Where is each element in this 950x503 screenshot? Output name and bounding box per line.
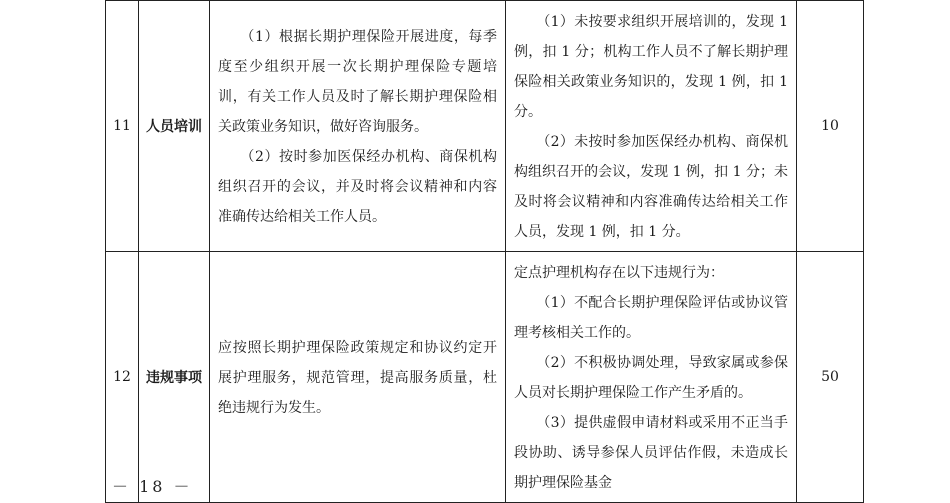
requirements-cell — [210, 1, 506, 252]
item-name: 人员培训 — [139, 1, 210, 252]
row-number: 11 — [106, 1, 139, 252]
table-row — [106, 1, 864, 252]
assessment-table — [105, 0, 864, 503]
score-value: 10 — [797, 1, 864, 252]
criteria-cell — [506, 252, 797, 503]
criteria-paragraph: （1）不配合长期护理保险评估或协议管理考核相关工作的。 — [514, 295, 788, 341]
requirement-paragraph: （2）按时参加医保经办机构、商保机构组织召开的会议，并及时将会议精神和内容准确传达给相关工作人员。 — [218, 149, 497, 225]
requirement-paragraph: （1）根据长期护理保险开展进度，每季度至少组织开展一次长期护理保险专题培训，有关工作人员及时了解长期护理保险相关政策业务知识，做好咨询服务。 — [218, 29, 497, 135]
item-name: 违规事项 — [139, 252, 210, 503]
table-row — [106, 252, 864, 503]
criteria-intro: 定点护理机构存在以下违规行为： — [514, 265, 724, 281]
criteria-paragraph: （1）未按要求组织开展培训的，发现 1 例，扣 1 分；机构工作人员不了解长期护理保险相关政策业务知识的，发现 1 例，扣 1 分。 — [514, 14, 788, 120]
score-value: 50 — [797, 252, 864, 503]
requirements-cell — [210, 252, 506, 503]
criteria-paragraph: （2）未按时参加医保经办机构、商保机构组织召开的会议，发现 1 例，扣 1 分；未及时将会议精神和内容准确传达给相关工作人员，发现 1 例，扣 1 分。 — [514, 134, 788, 240]
criteria-paragraph: （3）提供虚假申请材料或采用不正当手段协助、诱导参保人员评估作假，未造成长期护理保险基金 — [514, 415, 788, 491]
row-number: 12 — [106, 252, 139, 503]
criteria-paragraph: （2）不积极协调处理，导致家属或参保人员对长期护理保险工作产生矛盾的。 — [514, 355, 788, 401]
requirement-paragraph: 应按照长期护理保险政策规定和协议约定开展护理服务，规范管理，提高服务质量，杜绝违规行为发生。 — [218, 340, 497, 416]
criteria-cell — [506, 1, 797, 252]
page-number: － 18 － — [112, 477, 193, 496]
